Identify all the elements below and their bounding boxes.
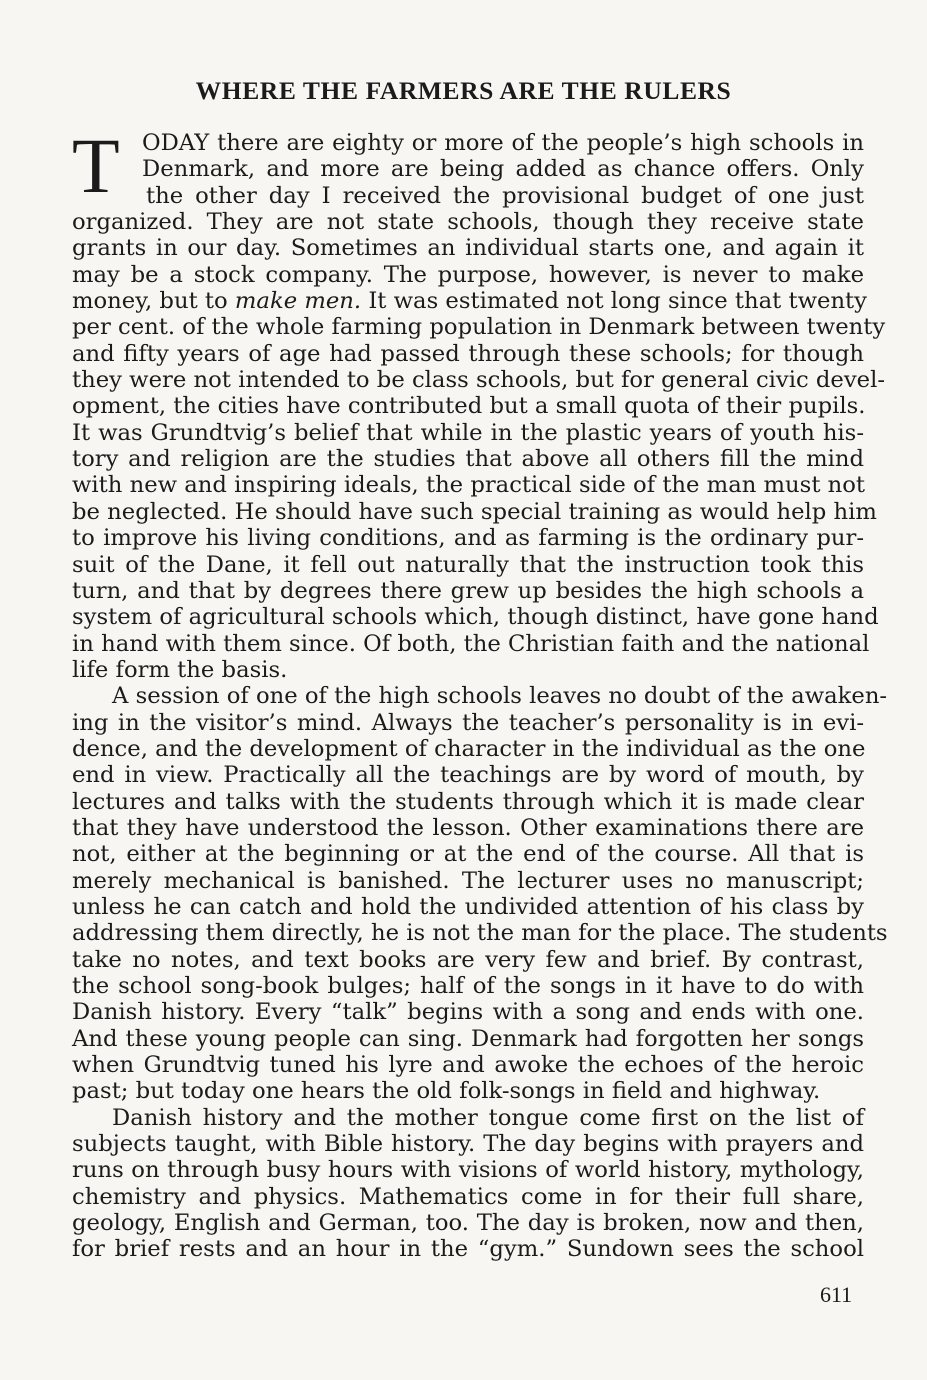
text-line: and fifty years of age had passed through these schools; for though [72, 340, 864, 367]
text-line: suit of the Dane, it fell out naturally that the instruction took this [72, 551, 864, 578]
text-line: the other day I received the provisional budget of one just [146, 182, 864, 209]
running-header: WHERE THE FARMERS ARE THE RULERS [195, 76, 732, 105]
text-line: tory and religion are the studies that above all others fill the mind [72, 446, 864, 473]
page-number: 611 [820, 1282, 853, 1307]
text-line: Danish history. Every “talk” begins with a song and ends with one. [72, 999, 864, 1026]
text-line: It was Grundtvig’s belief that while in the plastic years of youth his- [72, 419, 864, 446]
text-line: organized. They are not state schools, though they receive state [72, 209, 864, 236]
text-line: ing in the visitor’s mind. Always the teacher’s personality is in evi- [72, 709, 864, 736]
text-line: subjects taught, with Bible history. The day begins with prayers and [72, 1131, 864, 1158]
text-line: Danish history and the mother tongue come first on the list of [112, 1104, 864, 1131]
text-segment: It was estimated not long since that twenty [368, 288, 867, 315]
text-line: Denmark, and more are being added as chance offers. Only [142, 156, 864, 183]
text-line: system of agricultural schools which, though distinct, have gone hand [72, 604, 879, 631]
text-line: the school song-book bulges; half of the songs in it have to do with [72, 973, 864, 999]
text-line: with new and inspiring ideals, the practical side of the man must not [72, 472, 866, 499]
text-line: to improve his living conditions, and as farming is the ordinary pur- [72, 525, 864, 552]
italic-phrase: make men. [234, 288, 362, 315]
text-line: unless he can catch and hold the undivided attention of his class by [72, 893, 864, 920]
text-line: merely mechanical is banished. The lecturer uses no manuscript; [72, 867, 864, 894]
text-line: grants in our day. Sometimes an individual starts one, and again it [72, 235, 864, 262]
text-line: runs on through busy hours with visions of world history, mythology, [72, 1157, 864, 1184]
text-line: per cent. of the whole farming population in Denmark between twenty [72, 314, 886, 341]
text-line: geology, English and German, too. The day is broken, now and then, [72, 1210, 864, 1237]
text-line: life form the basis. [72, 656, 288, 683]
text-line: past; but today one hears the old folk-songs in field and highway. [72, 1078, 821, 1105]
text-line: take no notes, and text books are very few and brief. By contrast, [72, 946, 864, 973]
text-line: may be a stock company. The purpose, however, is never to make [72, 261, 864, 288]
text-line: ODAY there are eighty or more of the people’s high schools in [142, 130, 864, 156]
text-segment: money, but to [72, 288, 228, 315]
text-line: that they have understood the lesson. Other examinations there are [72, 814, 864, 841]
text-line: And these young people can sing. Denmark had forgotten her songs [72, 1025, 864, 1052]
text-line: turn, and that by degrees there grew up besides the high schools a [72, 577, 864, 604]
drop-cap: T [72, 122, 120, 209]
text-line: chemistry and physics. Mathematics come in for their full share, [72, 1183, 864, 1210]
text-line: dence, and the development of character in the individual as the one [72, 735, 866, 762]
text-line: in hand with them since. Of both, the Christian faith and the national [72, 630, 870, 657]
text-line: addressing them directly, he is not the man for the place. The students [72, 920, 888, 947]
body-text [72, 122, 888, 1263]
text-line: for brief rests and an hour in the “gym.” Sundown sees the school [72, 1236, 864, 1263]
text-line: A session of one of the high schools leaves no doubt of the awaken- [112, 683, 888, 710]
text-line: not, either at the beginning or at the end of the course. All that is [72, 841, 864, 868]
text-line: opment, the cities have contributed but a small quota of their pupils. [72, 393, 866, 420]
text-line: when Grundtvig tuned his lyre and awoke the echoes of the heroic [72, 1052, 864, 1079]
text-line: be neglected. He should have such special training as would help him [72, 498, 877, 525]
text-line [72, 288, 867, 315]
text-line: lectures and talks with the students through which it is made clear [72, 788, 864, 815]
text-line: end in view. Practically all the teachings are by word of mouth, by [72, 762, 864, 789]
text-line: they were not intended to be class schools, but for general civic devel- [72, 367, 886, 394]
